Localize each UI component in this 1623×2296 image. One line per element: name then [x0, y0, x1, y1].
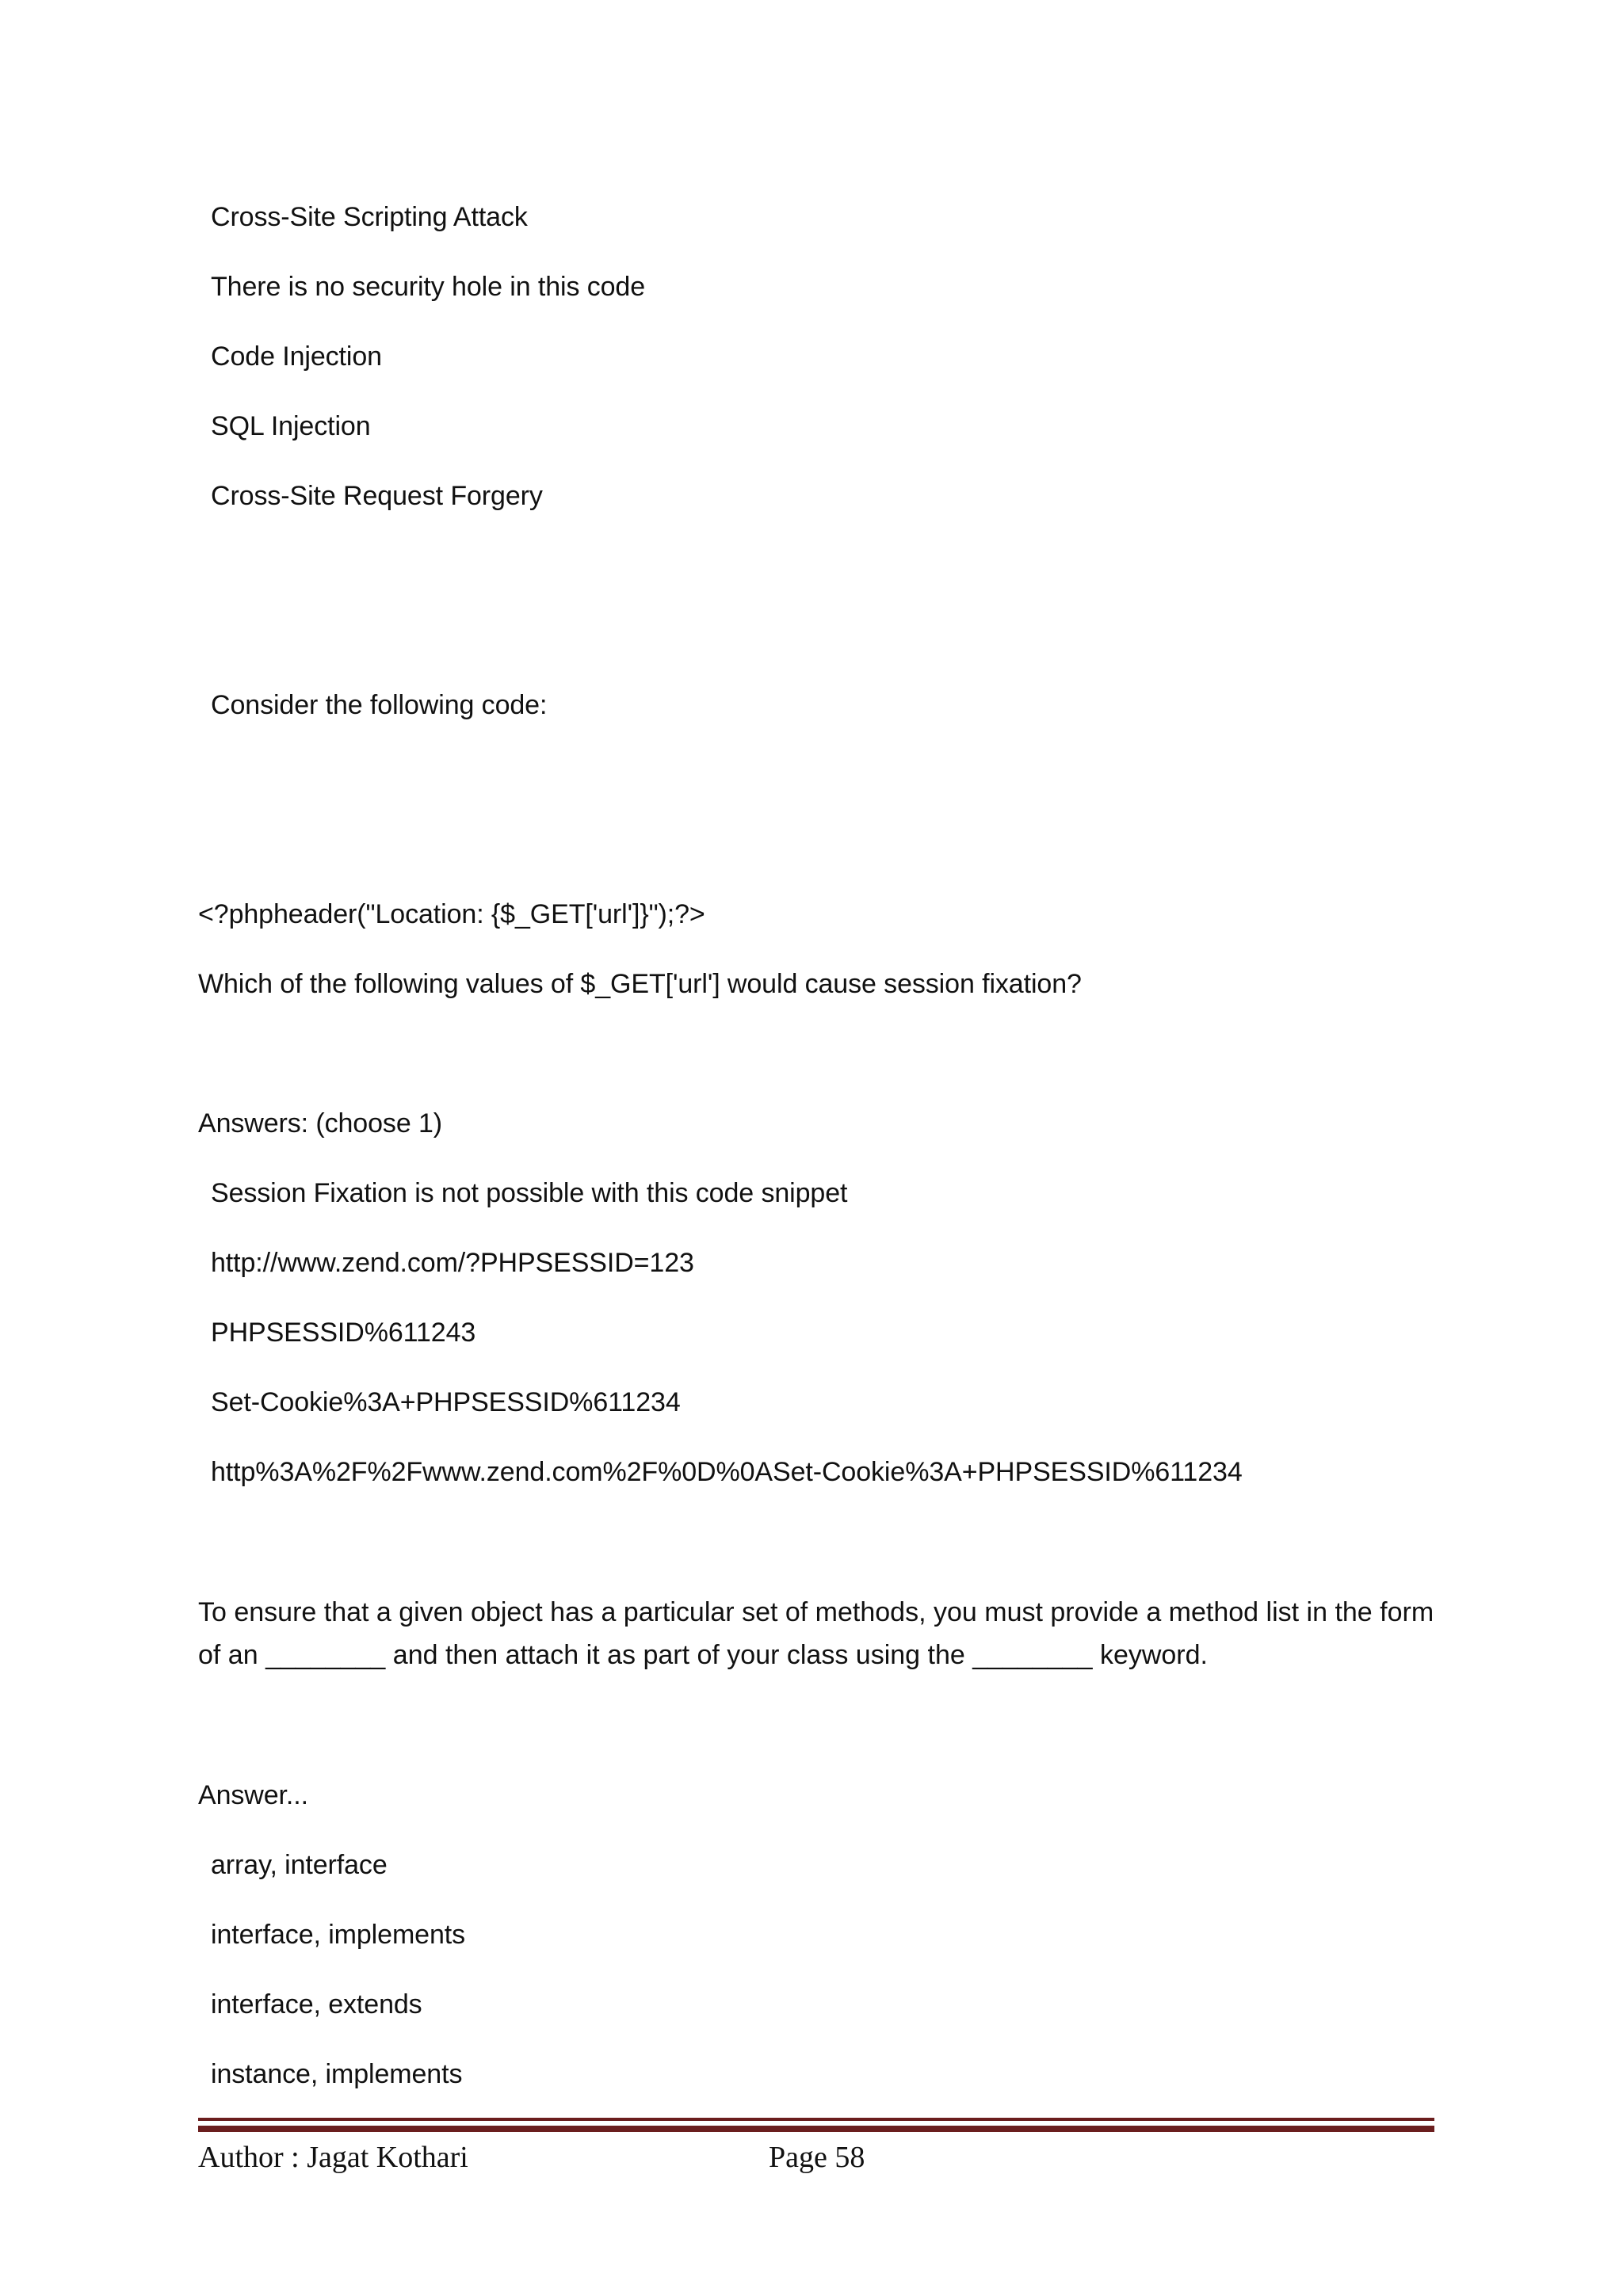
q3-question: To ensure that a given object has a particular set of methods, you must provide a method list in the form of an ________ and then attach it as part of your class using the ________ keyword.	[198, 1597, 1434, 1670]
footer-rule-thin	[198, 2118, 1434, 2121]
q3-answers-label: Answer...	[198, 1780, 308, 1810]
q1-option-4: SQL Injection	[211, 411, 371, 441]
q2-option-3: PHPSESSID%611243	[211, 1318, 476, 1348]
q1-option-2: There is no security hole in this code	[211, 272, 646, 302]
q2-option-1: Session Fixation is not possible with this code snippet	[211, 1178, 848, 1208]
q2-option-5: http%3A%2F%2Fwww.zend.com%2F%0D%0ASet-Cookie%3A+PHPSESSID%611234	[211, 1457, 1243, 1487]
q2-answers-label: Answers: (choose 1)	[198, 1108, 443, 1138]
q3-option-4: instance, implements	[211, 2059, 463, 2089]
q2-intro: Consider the following code:	[211, 690, 548, 720]
q3-option-1: array, interface	[211, 1850, 388, 1880]
q2-code: <?phpheader("Location: {$_GET['url']}");?>	[198, 899, 705, 929]
q1-option-5: Cross-Site Request Forgery	[211, 481, 543, 511]
footer-page-number: Page 58	[769, 2141, 865, 2174]
q2-question: Which of the following values of $_GET['url'] would cause session fixation?	[198, 969, 1082, 999]
q1-option-1: Cross-Site Scripting Attack	[211, 202, 528, 232]
q1-option-3: Code Injection	[211, 341, 382, 372]
footer-rule-thick	[198, 2126, 1434, 2132]
footer-author: Author : Jagat Kothari	[198, 2141, 468, 2174]
q3-option-2: interface, implements	[211, 1920, 466, 1950]
q2-option-2: http://www.zend.com/?PHPSESSID=123	[211, 1248, 694, 1278]
q3-option-3: interface, extends	[211, 1989, 422, 2019]
q2-option-4: Set-Cookie%3A+PHPSESSID%611234	[211, 1387, 681, 1417]
